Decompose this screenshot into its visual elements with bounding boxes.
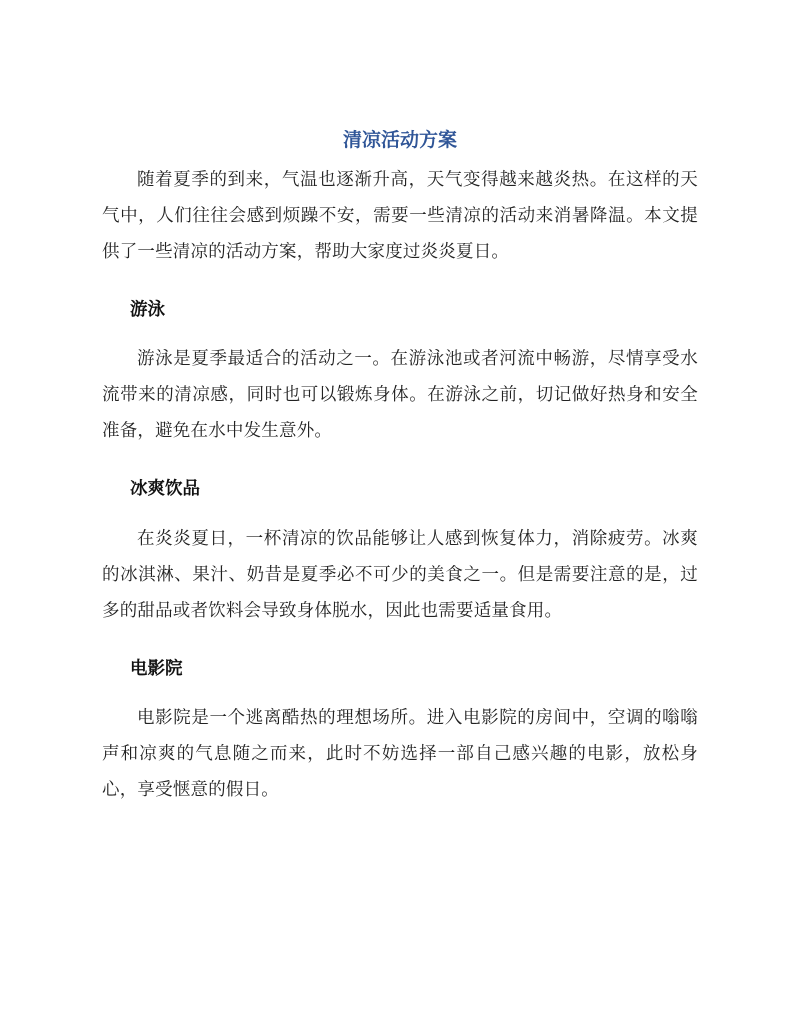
section-heading-cold-drinks: 冰爽饮品: [130, 479, 200, 499]
section-heading-cinema: 电影院: [130, 659, 183, 679]
intro-paragraph: 随着夏季的到来，气温也逐渐升高，天气变得越来越炎热。在这样的天气中，人们往往会感到烦躁不安，需要一些清凉的活动来消暑降温。本文提供了一些清凉的活动方案，帮助大家度过炎炎夏日。: [102, 170, 698, 262]
section-body-swimming: 游泳是夏季最适合的活动之一。在游泳池或者河流中畅游，尽情享受水流带来的清凉感，同时也可以锻炼身体。在游泳之前，切记做好热身和安全准备，避免在水中发生意外。: [102, 349, 698, 441]
document-title: 清凉活动方案: [342, 129, 457, 151]
section-heading-swimming: 游泳: [130, 300, 165, 320]
section-body-cinema: 电影院是一个逃离酷热的理想场所。进入电影院的房间中，空调的嗡嗡声和凉爽的气息随之而来，此时不妨选择一部自己感兴趣的电影，放松身心，享受惬意的假日。: [102, 708, 698, 800]
section-body-cold-drinks: 在炎炎夏日，一杯清凉的饮品能够让人感到恢复体力，消除疲劳。冰爽的冰淇淋、果汁、奶昔是夏季必不可少的美食之一。但是需要注意的是，过多的甜品或者饮料会导致身体脱水，因此也需要适量食用。: [102, 529, 698, 621]
